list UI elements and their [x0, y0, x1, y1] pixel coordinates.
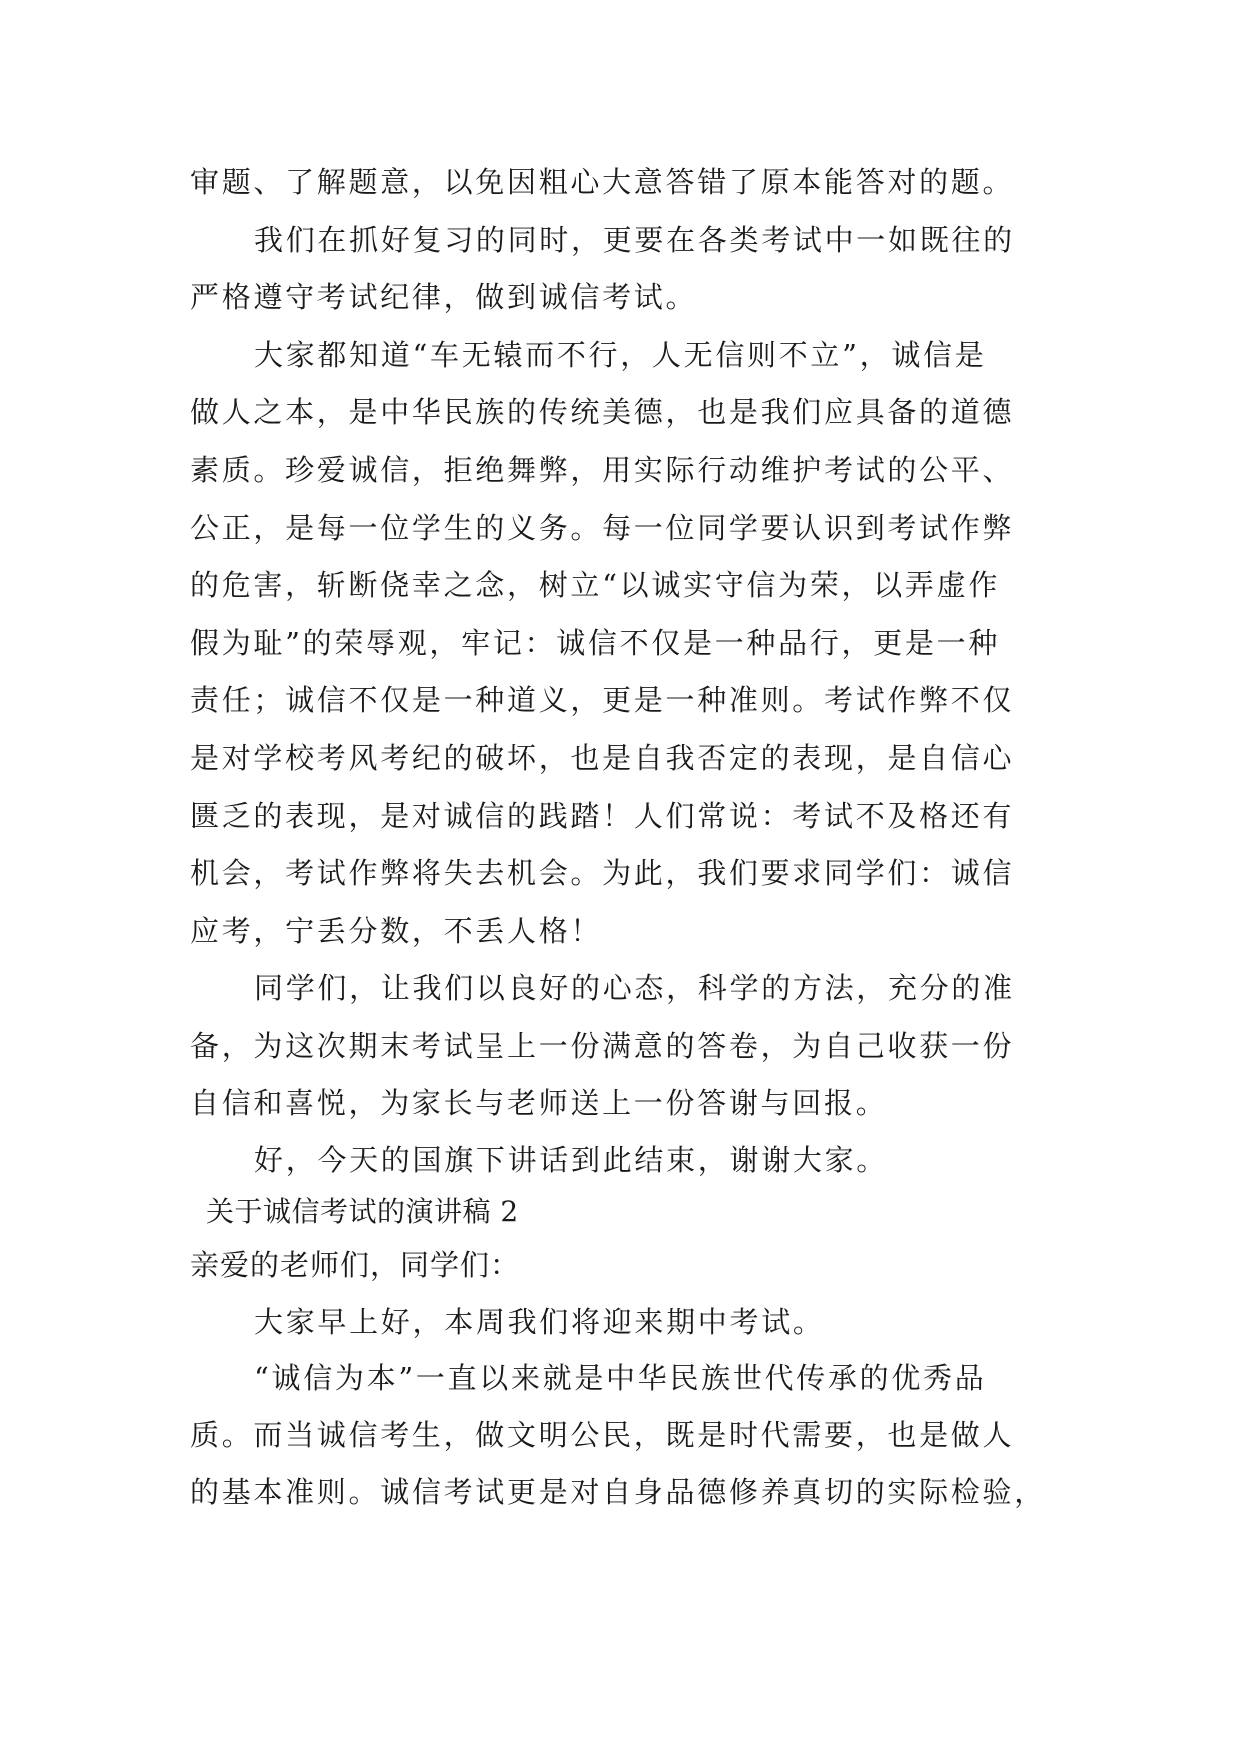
paragraph-line: 质。而当诚信考生，做文明公民，既是时代需要，也是做人 — [190, 1418, 1015, 1452]
paragraph-line: 假为耻”的荣辱观，牢记：诚信不仅是一种品行，更是一种 — [190, 626, 1001, 660]
paragraph-line: 自信和喜悦，为家长与老师送上一份答谢与回报。 — [190, 1086, 888, 1120]
paragraph-line: 审题、了解题意，以免因粗心大意答错了原本能答对的题。 — [190, 165, 1015, 199]
paragraph-line: 大家早上好，本周我们将迎来期中考试。 — [254, 1305, 825, 1339]
paragraph-line: 做人之本，是中华民族的传统美德，也是我们应具备的道德 — [190, 395, 1015, 429]
paragraph-line: 责任；诚信不仅是一种道义，更是一种准则。考试作弊不仅 — [190, 683, 1015, 717]
paragraph-line: 是对学校考风考纪的破坏，也是自我否定的表现，是自信心 — [190, 741, 1015, 775]
paragraph-line: 机会，考试作弊将失去机会。为此，我们要求同学们：诚信 — [190, 856, 1015, 890]
paragraph-line: 我们在抓好复习的同时，更要在各类考试中一如既往的 — [254, 223, 1015, 257]
section-heading: 关于诚信考试的演讲稿 2 — [206, 1195, 519, 1228]
paragraph-line: 备，为这次期末考试呈上一份满意的答卷，为自己收获一份 — [190, 1029, 1015, 1063]
paragraph-line: 好，今天的国旗下讲话到此结束，谢谢大家。 — [254, 1143, 889, 1177]
paragraph-line: “诚信为本”一直以来就是中华民族世代传承的优秀品 — [254, 1361, 987, 1395]
paragraph-line: 大家都知道“车无辕而不行，人无信则不立”，诚信是 — [254, 338, 987, 372]
paragraph-line: 应考，宁丢分数，不丢人格！ — [190, 914, 603, 948]
paragraph-line: 匮乏的表现，是对诚信的践踏！人们常说：考试不及格还有 — [190, 799, 1015, 833]
paragraph-line: 同学们，让我们以良好的心态，科学的方法，充分的准 — [254, 971, 1015, 1005]
paragraph-line: 的基本准则。诚信考试更是对自身品德修养真切的实际检验， — [190, 1475, 1046, 1509]
paragraph-line: 公正，是每一位学生的义务。每一位同学要认识到考试作弊 — [190, 511, 1015, 545]
paragraph-line: 的危害，斩断侥幸之念，树立“以诚实守信为荣，以弄虚作 — [190, 568, 1001, 602]
paragraph-line: 素质。珍爱诚信，拒绝舞弊，用实际行动维护考试的公平、 — [190, 453, 1015, 487]
salutation: 亲爱的老师们，同学们： — [190, 1248, 521, 1282]
paragraph-line: 严格遵守考试纪律，做到诚信考试。 — [190, 280, 698, 314]
